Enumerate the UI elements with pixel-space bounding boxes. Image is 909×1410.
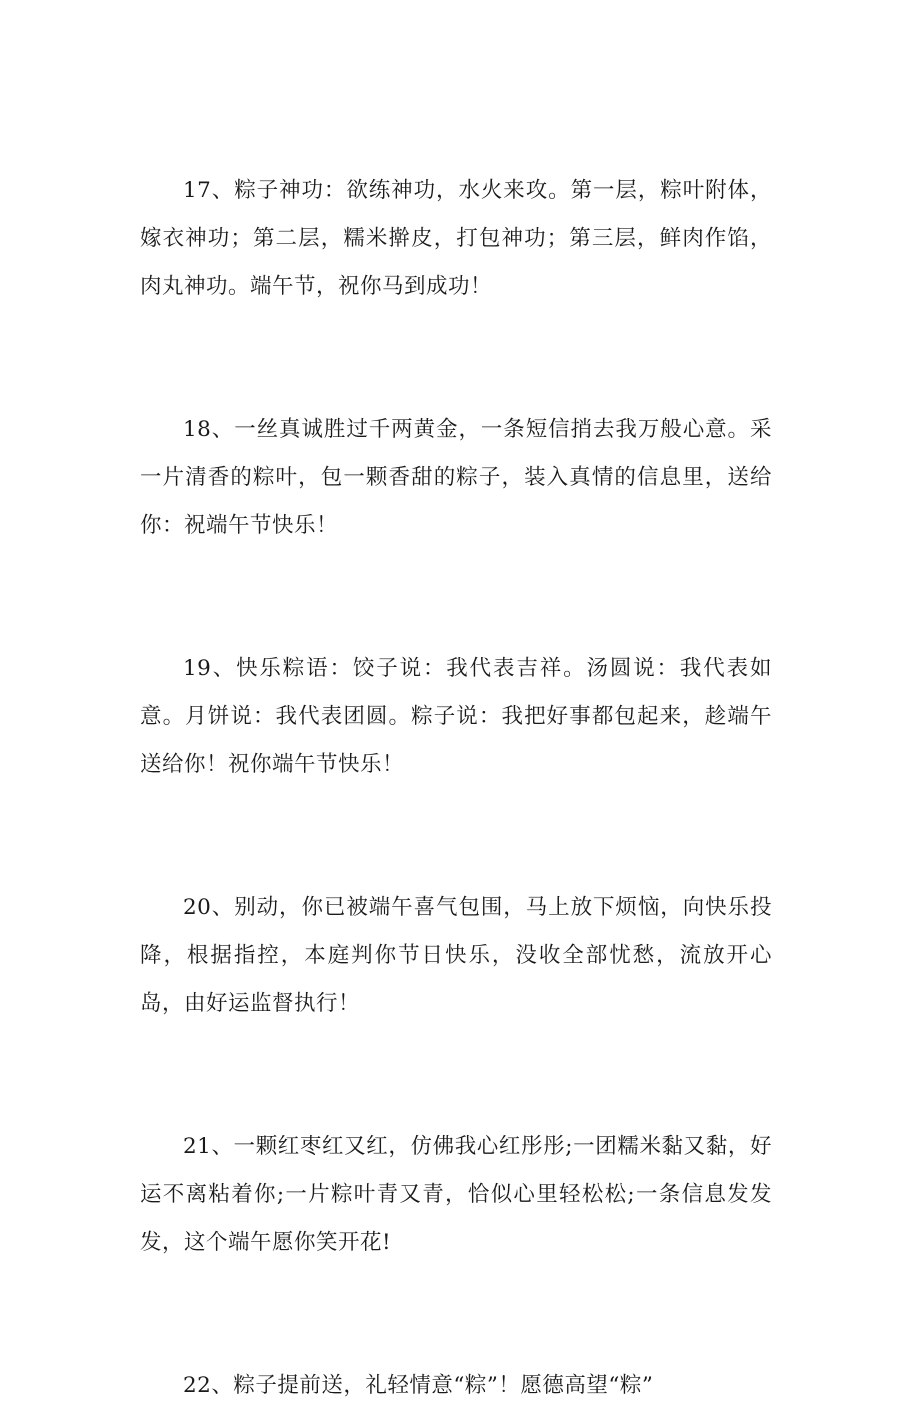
paragraph-18: 18、一丝真诚胜过千两黄金，一条短信捎去我万般心意。采一片清香的粽叶，包一颗香甜的粽子，装入真情的信息里，送给你：祝端午节快乐！ (140, 417, 772, 538)
paragraph-20: 20、别动，你已被端午喜气包围，马上放下烦恼，向快乐投降，根据指控，本庭判你节日快乐，没收全部忧愁，流放开心岛，由好运监督执行！ (140, 895, 772, 1016)
paragraph-19: 19、快乐粽语：饺子说：我代表吉祥。汤圆说：我代表如意。月饼说：我代表团圆。粽子说：我把好事都包起来，趁端午送给你！祝你端午节快乐！ (140, 656, 772, 777)
paragraph-21: 21、一颗红枣红又红，仿佛我心红彤彤;一团糯米黏又黏，好运不离粘着你;一片粽叶青又青，恰似心里轻松松;一条信息发发发，这个端午愿你笑开花! (140, 1134, 772, 1255)
paragraph-17: 17、粽子神功：欲练神功，水火来攻。第一层，粽叶附体，嫁衣神功；第二层，糯米擀皮，打包神功；第三层，鲜肉作馅，肉丸神功。端午节，祝你马到成功！ (140, 178, 772, 299)
paragraph-22: 22、粽子提前送，礼轻情意“粽”！愿德高望“粽” (183, 1373, 654, 1398)
document-body (140, 167, 772, 1410)
